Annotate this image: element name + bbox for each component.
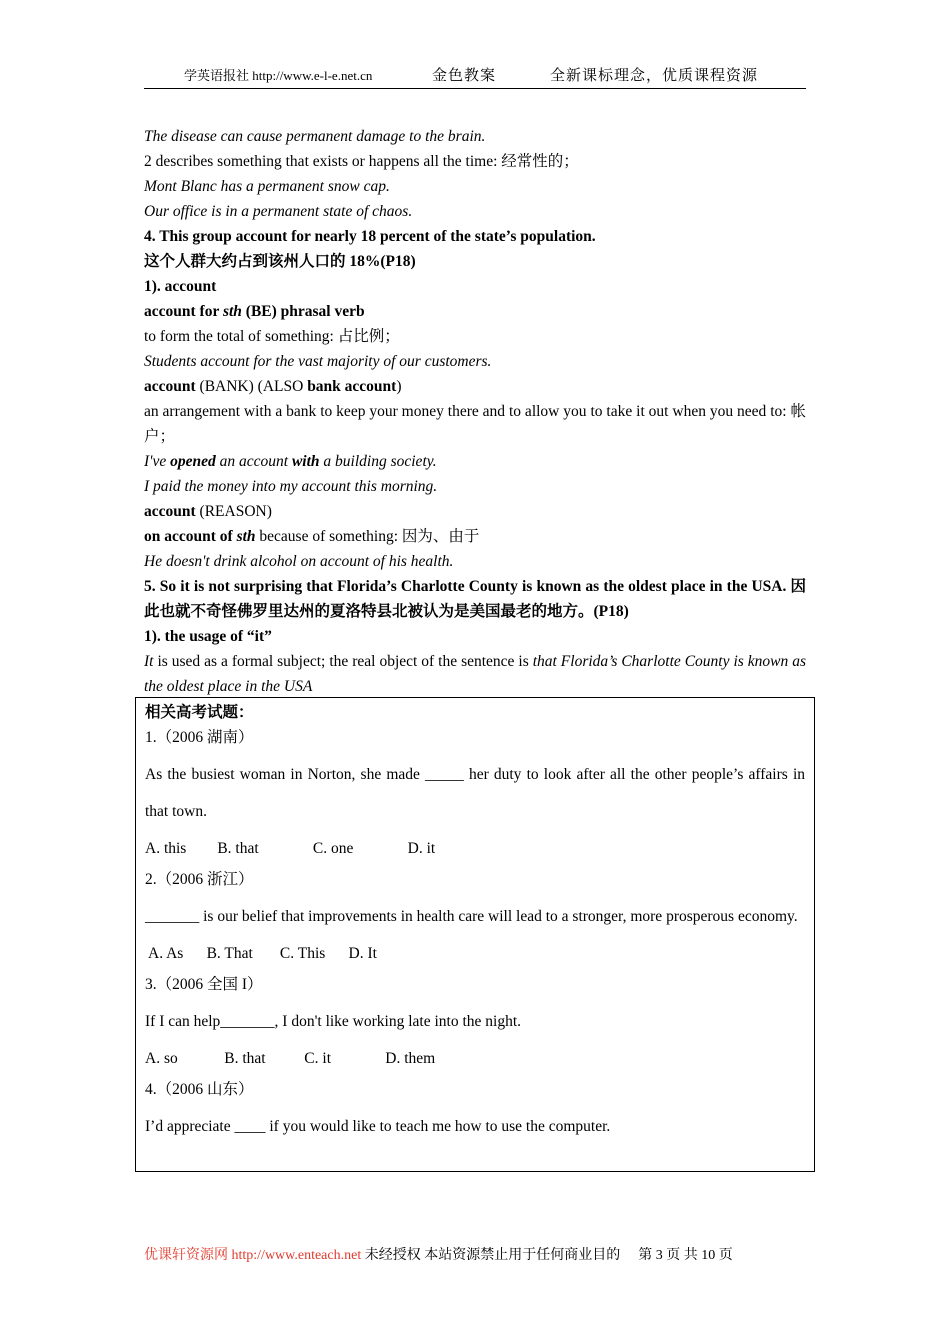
header-site: 学英语报社 http://www.e-l-e.net.cn [184,68,373,83]
footer-notice: 未经授权 本站资源禁止用于任何商业目的 [361,1248,621,1263]
question-text: If I can help_______, I don't like working late into the night. [145,1013,522,1030]
page-footer [144,1245,806,1267]
question-options: A. As B. That C. This D. It [145,945,377,962]
header-title: 金色教案 [432,68,497,84]
example-sentence: I've opened an account with a building society. [144,453,437,470]
page-number: 第 3 页 共 10 页 [638,1248,733,1263]
footer-source: 优课轩资源网 http://www.enteach.net [144,1248,362,1263]
phrase-account-bank: account (BANK) (ALSO bank account) [144,378,402,395]
document-body [144,124,806,699]
section-5-title: 5. So it is not surprising that Florida’s Charlotte County is known as the oldest place in the USA. 因此也就不奇怪佛罗里达州的夏洛特县北被认为是美国最老的地方。(P18) [144,578,806,620]
example-sentence: Students account for the vast majority of our customers. [144,353,492,370]
page-header [144,64,806,89]
definition: an arrangement with a bank to keep your money there and to allow you to take it out when you need to: 帐户； [144,403,806,445]
usage-explanation: It is used as a formal subject; the real object of the sentence is that Florida’s Charlotte County is known as the oldest place in the USA [144,653,806,695]
phrase-account-reason: account (REASON) [144,503,272,520]
question-source: 2.（2006 浙江） [145,871,254,888]
section-5-subheading: 1). the usage of “it” [144,628,272,645]
header-slogan: 全新课标理念，优质课程资源 [550,68,759,84]
section-4-subheading: 1). account [144,278,217,295]
section-4-translation: 这个人群大约占到该州人口的 18%(P18) [144,253,416,270]
question-text: As the busiest woman in Norton, she made _____ her duty to look after all the other people’s affairs in that town. [145,766,805,820]
question-options: A. so B. that C. it D. them [145,1050,436,1067]
question-source: 3.（2006 全国 I） [145,976,263,993]
example-sentence: The disease can cause permanent damage to the brain. [144,128,486,145]
phrase-on-account-of: on account of sth because of something: 因为、由于 [144,528,480,545]
exam-questions-box [135,697,815,1172]
definition: to form the total of something: 占比例； [144,328,400,345]
exam-heading: 相关高考试题： [145,704,254,721]
definition: 2 describes something that exists or happens all the time: 经常性的； [144,153,579,170]
question-options: A. this B. that C. one D. it [145,840,436,857]
question-source: 4.（2006 山东） [145,1081,254,1098]
example-sentence: Mont Blanc has a permanent snow cap. [144,178,390,195]
example-sentence: Our office is in a permanent state of chaos. [144,203,413,220]
phrase-account-for: account for sth (BE) phrasal verb [144,303,365,320]
section-4-title: 4. This group account for nearly 18 percent of the state’s population. [144,228,596,245]
question-source: 1.（2006 湖南） [145,729,254,746]
example-sentence: I paid the money into my account this morning. [144,478,438,495]
question-text: _______ is our belief that improvements in health care will lead to a stronger, more prosperous economy. [145,908,798,925]
example-sentence: He doesn't drink alcohol on account of his health. [144,553,454,570]
question-text: I’d appreciate ____ if you would like to teach me how to use the computer. [145,1118,611,1135]
